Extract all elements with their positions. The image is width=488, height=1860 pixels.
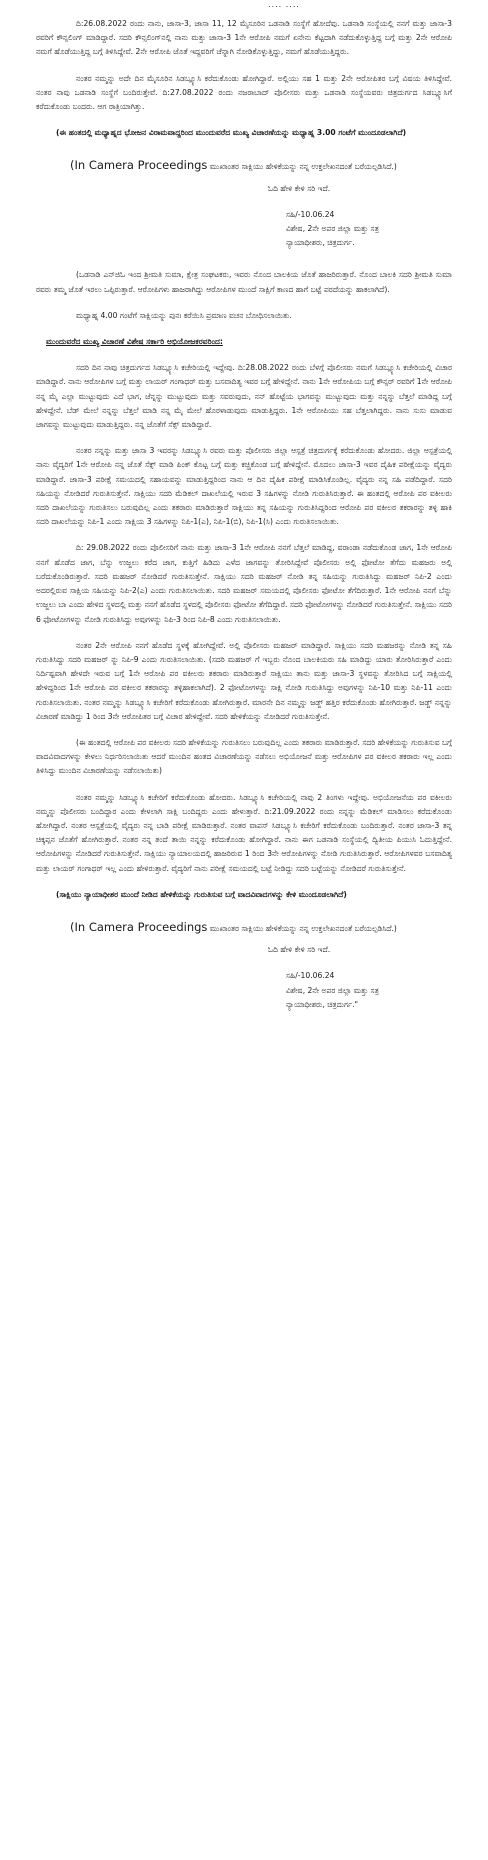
judge-designation-2b: ನ್ಯಾಯಾಧೀಶರು, ಚಿತ್ರದುರ್ಗ." bbox=[286, 999, 358, 1009]
paragraph-1: ದಿ:26.08.2022 ರಂದು ನಾನು, ಜಾಸಾ-3, ಜಾಸಾ 11, 12 ಮೈಸೂರಿನ ಒಡನಾಡಿ ಸಂಸ್ಥೆಗೆ ಹೋದೆವು. ಒಡನಾಡಿ ಸಂಸ್ಥೆಯಲ್ಲಿ ನನಗೆ ಮತ್ತು ಜಾಸಾ-3 ರವರಿಗೆ ಕೌನ್ಸಲಿಂಗ್ ಮಾಡಿದ್ದಾರೆ. ಸದರಿ ಕೌನ್ಸಲಿಂಗ್‌ನಲ್ಲಿ ನಾನು ಮತ್ತು ಜಾಸಾ-3 1ನೇ ಆರೋಪಿ ನಮಗೆ ಏನೇನು ಕೆಟ್ಟದಾಗಿ ನಡೆದುಕೊಳ್ಳುತ್ತಿದ್ದ ಬಗ್ಗೆ ಮತ್ತು 2ನೇ ಆರೋಪಿ ನಮಗೆ ಹೊಡೆಯುತ್ತಿದ್ದ ಬಗ್ಗೆ ತಿಳಿಸಿದ್ದೇವೆ. 2ನೇ ಆರೋಪಿ ಜೊತೆ ಇದ್ದವರಿಗೆ ಚೆನ್ನಾಗಿ ನೋಡಿಕೊಳ್ಳುತ್ತಿದ್ದು, ನಮಗೆ ಹೊಡೆಯುತ್ತಿದ್ದರು. bbox=[36, 19, 452, 57]
paragraph-4: ಮಧ್ಯಾಹ್ನ 4.00 ಗಂಟೆಗೆ ಸಾಕ್ಷಿಯನ್ನು ಪುನಃ ಕರೆಯಿಸಿ ಪ್ರಮಾಣ ವಚನ ಬೋಧಿಸಲಾಯಿತು. bbox=[76, 310, 292, 320]
paragraph-5: ಸದರಿ ದಿನ ನಾವು ಚಿತ್ರದುರ್ಗದ ಸಿಡಬ್ಲ್ಯೂಸಿ ಕಚೇರಿಯಲ್ಲಿ ಇದ್ದೇವು. ದಿ:28.08.2022 ರಂದು ಬೆಳಗ್ಗೆ ಪೊಲೀಸರು ನಮಗೆ ಸಿಡಬ್ಲ್ಯೂಸಿ ಕಚೇರಿಯಲ್ಲಿ ವಿಚಾರ ಮಾಡಿದ್ದಾರೆ. ನಾನು ಆರೋಪಿಗಳ ಬಗ್ಗೆ ಮತ್ತು ಲಾಯರ್ ಗಂಗಾಧರ್ ಮತ್ತು ಬಸವಾದಿತ್ಯ ಇವರ ಬಗ್ಗೆ ಹೇಳಿದ್ದೇನೆ. ನಾನು 1ನೇ ಆರೋಪಿಯ ಬಗ್ಗೆ ಕೌನ್ಸರ್ ರವರಿಗೆ 1ನೇ ಆರೋಪಿ ನನ್ನ ಮೈ ಎಲ್ಲಾ ಮುಟ್ಟುವುದು ಎದೆ ಭಾಗ, ಜೆನ್ನನ್ನು ಮುಟ್ಟುವುದು ಮತ್ತು ಸವರುವುದು, ನನ್ ಹೊಟ್ಟೆಯ ಭಾಗವನ್ನು ಮುಟ್ಟುವುದು ಮತ್ತು ನನ್ನನ್ನು ಬೆತ್ತಲೆ ಮಾಡಿದ್ದ ಬಗ್ಗೆ ಹೇಳಿದ್ದೇನೆ. ಬೆಡ್ ಮೇಲೆ ನನ್ನನ್ನು ಬೆತ್ತಲೆ ಮಾಡಿ ನನ್ನ ಮೈ ಮೇಲೆ ಹೊರಳಾಡುವುದು ಮಾಡುತ್ತಿದ್ದರು. 1ನೇ ಆರೋಪಿಯು ಸಹ ಬೆತ್ತಲಾಗಿದ್ದರು. ನಾನು ಸುಸು ಮಾಡುವ ಜಾಗವನ್ನು ಮುಟ್ಟುವುದು ಮಾಡುತ್ತಿದ್ದರು. ನನ್ನ ಜೊತೆಗೆ ಸೆಕ್ಸ್ ಮಾಡಿದ್ದಾರೆ. bbox=[36, 363, 452, 430]
in-camera-english: (In Camera Proceedings bbox=[70, 919, 208, 934]
paragraph-10: ನಂತರ ನಮ್ಮನ್ನು ಸಿಡಬ್ಲ್ಯೂಸಿ ಕಚೇರಿಗೆ ಕರೆದುಕೊಂಡು ಹೋದರು. ಸಿಡಬ್ಲ್ಯೂಸಿ ಕಚೇರಿಯಲ್ಲಿ ನಾವು 2 ತಿಂಗಳು ಇದ್ದೇವು. ಅಭಿಯೋಜನೆಯ ಪರ ವಕೀಲರು ನಮ್ಮನ್ನು ಪೊಲೀಸರು ಬಂದಿದ್ದಾರ ಎಂದು ಕೇಳಲಾಗಿ ಸಾಕ್ಷಿ ಬಂದಿದ್ದರು ಎಂದು ಹೇಳುತ್ತಾರೆ. ದಿ:21.09.2022 ರಂದು ನನ್ನನ್ನು ಮೆಡಿಕಲ್ ಮಾಡಿಸಲು ಕರೆದುಕೊಂಡು ಹೋಗಿದ್ದಾರೆ. ನಂತರ ಆಸ್ಪತ್ರೆಯಲ್ಲಿ ವೈದ್ಯರು ನನ್ನ ಬಾಡಿ ಪರೀಕ್ಷೆ ಮಾಡಿರುತ್ತಾರೆ. ನಂತರ ವಾಪಸ್ ಸಿಡಬ್ಲ್ಯೂಸಿ ಕಚೇರಿಗೆ ಕರೆದುಕೊಂಡು ಬಂದಿರುತ್ತಾರೆ. ನಂತರ ಜಾಸಾ-3 ತನ್ನ ಚಿಕ್ಕಪ್ಪನ ಜೊತೆಗೆ ಹೋಗಿರುತ್ತಾರೆ. ನಂತರ ನನ್ನ ತಂದೆ ತಾಯಿ ನನ್ನನ್ನು ಕರೆದುಕೊಂಡು ಹೋಗಿದ್ದಾರೆ. ನಾನು ಈಗ ಒಡನಾಡಿ ಸಂಸ್ಥೆಯಲ್ಲಿ ದ್ವಿತೀಯ ಪಿಯುಸಿ ಓದುತ್ತಿದ್ದೇನೆ. ಆರೋಪಿಗಳನ್ನು ನೋಡಿದರೆ ಗುರುತಿಸುತ್ತೇನೆ. ಸಾಕ್ಷಿಯು ನ್ಯಾಯಾಲಯದಲ್ಲಿ ಹಾಜರಿರುವ 1 ರಿಂದ 3ನೇ ಆರೋಪಿಗಳನ್ನು ನೋಡಿ ಗುರುತಿಸಿರುತ್ತಾರೆ. ಆರೋಪಿಗಳವರ ಬಸವಾದಿತ್ಯ ಮತ್ತು ಲಾಯರ್ ಗಂಗಾಧರ್ ಇಲ್ಲ ಎಂದು ಹೇಳಿರುತ್ತಾರೆ. ವೈದ್ಯರಿಗೆ ನಾನು ಪರೀಕ್ಷೆ ಸಮಯದಲ್ಲಿ ಬಟ್ಟೆ ನೀಡಿದ್ದು ಸದರಿ ಬಟ್ಟೆಯನ್ನು ನೋಡಿದರೆ ಗುರುತಿಸುತ್ತೇನೆ. bbox=[36, 792, 452, 873]
paragraph-3: (ಒಡನಾಡಿ ಎನ್‌ಜಿಓ ಇಂದ ಶ್ರೀಮತಿ ಸುಮಾ, ಕ್ಷೇತ್ರ ಸಂಘಟಕರು, ಇವರು ನೊಂದ ಬಾಲಕಿಯ ಜೊತೆ ಹಾಜರಿರುತ್ತಾರೆ. ನೊಂದ ಬಾಲಕಿ ಸದರಿ ಶ್ರೀಮತಿ ಸುಮಾ ರವರು ತಮ್ಮ ಜೊತೆ ಇರಲು ಒಪ್ಪಿರುತ್ತಾರೆ. ಆರೋಪಿಗಳು ಹಾಜರಾಗಿದ್ದು ಆರೋಪಿಗಳ ಮುಂದೆ ಸಾಕ್ಷಿಗೆ ಕಾಣದ ಹಾಗೆ ಬಟ್ಟೆ ಪರದೆಯನ್ನು ಹಾಕಲಾಗಿದೆ). bbox=[36, 270, 452, 294]
read-over-line-1: ಓದಿ ಹೇಳಿ ಕೇಳಿ ಸರಿ ಇದೆ. bbox=[268, 183, 331, 193]
lunch-break-note: (ಈ ಹಂತದಲ್ಲಿ ಮಧ್ಯಾಹ್ನದ ಭೋಜನ ವಿರಾಮವಾದ್ದರಿಂದ ಮುಂದುವರೆದ ಮುಖ್ಯ ವಿಚಾರಣೆಯನ್ನು ಮಧ್ಯಾಹ್ನ 3.00 ಗಂಟೆಗೆ ಮುಂದೂಡಲಾಗಿದೆ) bbox=[56, 128, 407, 138]
in-camera-kannada: ಮುಖಾಂತರ ಸಾಕ್ಷಿಯು ಹೇಳಿಕೆಯನ್ನು ನನ್ನ ಉಕ್ತಲೇಖನದಂತೆ ಬರೆಯಲ್ಪಡಿಸಿದೆ.) bbox=[207, 162, 397, 172]
page-header-dots: .... .... bbox=[268, 0, 300, 9]
judge-designation-2a: ವಿಶೇಷ, 2ನೇ ಅಪರ ಜಿಲ್ಲಾ ಮತ್ತು ಸತ್ರ bbox=[286, 985, 379, 995]
signature-date-2: ಸಹಿ/-10.06.24 bbox=[286, 971, 335, 981]
in-camera-note-1 bbox=[36, 158, 452, 174]
in-camera-note-2 bbox=[36, 920, 452, 936]
paragraph-7: ದಿ: 29.08.2022 ರಂದು ಪೊಲೀಸರಿಗೆ ನಾನು ಮತ್ತು ಜಾಸಾ-3 1ನೇ ಆರೋಪಿ ನನಗೆ ಬೆತ್ತಲೆ ಮಾಡಿದ್ದ, ವರಾಂಡಾ ನಡೆದುಕೊಂಡ ಜಾಗ, 1ನೇ ಆರೋಪಿ ನನಗೆ ಹೊಡೆದ ಜಾಗ, ಬೆನ್ನು ಉಜ್ಜಲು ಕರೆದ ಜಾಗ, ಕುತ್ತಿಗೆ ಹಿಡಿದು ಎಳೆದ ಜಾಗವನ್ನು ತೋರಿಸಿದ್ದೇವೆ ಪೊಲೀಸರು ಅಲ್ಲಿ ಫೋಟೋ ತೆಗೆದು ಮಹಜರು ಅಲ್ಲಿ ಬರೆದುಕೊಂಡಿರುತ್ತಾರೆ. ಸದರಿ ಮಹಜರ್ ನೋಡಿದರೆ ಗುರುತಿಸುತ್ತೇನೆ. ಸಾಕ್ಷಿಯು ಸದರಿ ಮಹಜರ್ ನೋಡಿ ತನ್ನ ಸಹಿಯನ್ನು ಗುರುತಿಸಿದ್ದು ಮಹಜರ್ ನಿಪಿ-2 ಎಂದು ಅದರಲ್ಲಿರುವ ಸಾಕ್ಷಿಯ ಸಹಿಯನ್ನು ನಿಪಿ-2(ಎ) ಎಂದು ಗುರುತಿಸಲಾಯಿತು. ಸದರಿ ಮಹಜರ್ ಸಮಯದಲ್ಲಿ ಪೊಲೀಸರು ಫೋಟೋ ತೆಗೆದಿರುತ್ತಾರೆ. 1ನೇ ಆರೋಪಿ ನನಗೆ ಬೆನ್ನು ಉಜ್ಜಲು ಬಾ ಎಂದು ಹೇಳಿದ ಸ್ಥಳದಲ್ಲಿ ಮತ್ತು ನನಗೆ ಹೊಡೆದ ಸ್ಥಳದಲ್ಲಿ ಪೊಲೀಸರು ಫೋಟೋ ತೆಗೆದಿದ್ದಾರೆ. ಸದರಿ ಫೋಟೋಗಳನ್ನು ನೋಡಿದರೆ ಗುರುತಿಸುತ್ತೇನೆ. ಸಾಕ್ಷಿಯು ಸದರಿ 6 ಫೋಟೋಗಳನ್ನು ನೋಡಿ ಗುರುತಿಸಿದ್ದು ಅವುಗಳನ್ನು ನಿಪಿ-3 ರಿಂದ ನಿಪಿ-8 ಎಂದು ಗುರುತಿಸಲಾಯಿತು. bbox=[36, 543, 452, 624]
paragraph-6: ನಂತರ ನನ್ನನ್ನು ಮತ್ತು ಜಾಸಾ 3 ಇವರನ್ನು ಸಿಡಬ್ಲ್ಯೂಸಿ ರವರು ಮತ್ತು ಪೊಲೀಸರು ಜಿಲ್ಲಾ ಆಸ್ಪತ್ರೆ ಚಿತ್ರದುರ್ಗಕ್ಕೆ ಕರೆದುಕೊಂಡು ಹೋದರು. ಜಿಲ್ಲಾ ಆಸ್ಪತ್ರೆಯಲ್ಲಿ ನಾನು ವೈದ್ಯರಿಗೆ 1ನೇ ಆರೋಪಿ ನನ್ನ ಜೊತೆ ಸೆಕ್ಸ್ ಮಾಡಿ ಪಿಂಕ್ ಕೊಟ್ಟ ಬಗ್ಗೆ ಮತ್ತು ಕಚ್ಚಿಕೊಂಡ ಬಗ್ಗೆ ಹೇಳಿದ್ದೇನೆ. ಮೊದಲು ಜಾಸಾ-3 ಇವರ ದೈಹಿಕ ಪರೀಕ್ಷೆಯನ್ನು ವೈದ್ಯರು ಮಾಡಿದ್ದಾರೆ. ಜಾಸಾ-3 ಪರೀಕ್ಷೆ ಸಮಯದಲ್ಲಿ ಸಹಾಯವನ್ನು ಮಾಡುತ್ತಿದ್ದರಿಂದ ನಾನು ಆ ದಿನ ದೈಹಿಕ ಪರೀಕ್ಷೆ ಮಾಡಿಸಿಕೊಂಡಿಲ್ಲ. ವೈದ್ಯರು ನನ್ನ ಸಹಿ ಪಡೆದಿದ್ದಾರೆ. ಸದರಿ ಸಹಿಯನ್ನು ನೋಡಿದರೆ ಗುರುತಿಸುತ್ತೇನೆ. ಸಾಕ್ಷಿಯು ಸದರಿ ಮೆಡಿಕಲ್ ದಾಖಲೆಯಲ್ಲಿ ಇರುವ 3 ಸಹಿಗಳನ್ನು ನೋಡಿ ಗುರುತಿಸಿರುತ್ತಾರೆ. ಈ ಹಂತದಲ್ಲಿ ಆರೋಪಿ ಪರ ವಕೀಲರು ಸದರಿ ದಾಖಲೆಯನ್ನು ಗುರುತಿಸಲು ಬರುವುದಿಲ್ಲ ಎಂದು ತಕರಾರು ಮಾಡಿರುತ್ತಾರೆ ಸಾಕ್ಷಿಯು ತನ್ನ ಸಹಿಯನ್ನು ಗುರುತಿಸಿದ್ದರಿಂದ ಆರೋಪಿ ಪರ ವಕೀಲರ ತಕರಾರನ್ನು ತಳ್ಳಿ ಹಾಕಿ ಸದರಿ ದಾಖಲೆಯನ್ನು ನಿಪಿ-1 ಎಂದು ಸಾಕ್ಷಿಯ 3 ಸಹಿಗಳನ್ನು ನಿಪಿ-1(ಎ), ನಿಪಿ-1(ಬಿ), ನಿಪಿ-1(ಸಿ) ಎಂದು ಗುರುತಿಸಲಾಯಿತು. bbox=[36, 446, 452, 527]
judge-designation-1a: ವಿಶೇಷ, 2ನೇ ಅಪರ ಜಿಲ್ಲಾ ಮತ್ತು ಸತ್ರ bbox=[286, 224, 379, 234]
adjournment-note: (ಸಾಕ್ಷಿಯು ನ್ಯಾಯಾಧೀಶರ ಮುಂದೆ ನೀಡಿದ ಹೇಳಿಕೆಯನ್ನು ಗುರುತಿಸುವ ಬಗ್ಗೆ ವಾದವಿವಾದಗಳನ್ನು ಕೇಳಿ ಮುಂದೂಡಲಾಗಿದೆ) bbox=[56, 889, 347, 899]
section-heading: ಮುಂದುವರೆದ ಮುಖ್ಯ ವಿಚಾರಣೆ ವಿಶೇಷ ಸರ್ಕಾರಿ ಅಭಿಯೋಜಕರವರಿಂದ: bbox=[46, 337, 223, 347]
judge-designation-1b: ನ್ಯಾಯಾಧೀಶರು, ಚಿತ್ರದುರ್ಗ. bbox=[286, 238, 355, 248]
paragraph-2: ನಂತರ ನಮ್ಮನ್ನು ಅದೇ ದಿನ ಮೈಸೂರಿನ ಸಿಡಬ್ಲ್ಯೂಸಿ ಕರೆದುಕೊಂಡು ಹೋಗಿದ್ದಾರೆ. ಅಲ್ಲಿಯು ಸಹ 1 ಮತ್ತು 2ನೇ ಆರೋಪಿತರ ಬಗ್ಗೆ ವಿಷಯ ತಿಳಿಸಿದ್ದೇವೆ. ನಂತರ ನಾವು ಒಡನಾಡಿ ಸಂಸ್ಥೆಗೆ ಬಂದಿರುತ್ತೇವೆ. ದಿ:27.08.2022 ರಂದು ನಜರಾಬಾದ್ ಪೊಲೀಸರು ಮತ್ತು ಒಡನಾಡಿ ಸಂಸ್ಥೆಯವರು ಚಿತ್ರದುರ್ಗದ ಸಿಡಬ್ಲ್ಯೂಸಿಗೆ ಕರೆದುಕೊಂಡು ಬಂದರು. ಆಗ ರಾತ್ರಿಯಾಗಿತ್ತು. bbox=[36, 73, 452, 112]
in-camera-kannada: ಮುಖಾಂತರ ಸಾಕ್ಷಿಯು ಹೇಳಿಕೆಯನ್ನು ನನ್ನ ಉಕ್ತಲೇಖನದಂತೆ ಬರೆಯಲ್ಪಡಿಸಿದೆ.) bbox=[207, 923, 397, 933]
paragraph-9: (ಈ ಹಂತದಲ್ಲಿ ಆರೋಪಿ ಪರ ವಕೀಲರು ಸದರಿ ಹೇಳಿಕೆಯನ್ನು ಗುರುತಿಸಲು ಬರುವುದಿಲ್ಲ ಎಂದು ತಕರಾರು ಮಾಡಿರುತ್ತಾರೆ. ಸದರಿ ಹೇಳಿಕೆಯನ್ನು ಗುರುತಿಸುವ ಬಗ್ಗೆ ವಾದವಿವಾದಗಳನ್ನು ಕೇಳಲು ನಿರ್ಧರಿಸಲಾಯಿತು ಆದರೆ ಮುಂದಿನ ಹಂತದ ವಿಚಾರಣೆಯನ್ನು ನಡೆಸಲು ಅಭಿಯೋಜನೆ ಮತ್ತು ಆರೋಪಿಗಳ ಪರ ವಕೀಲರ ತಕರಾರು ಇಲ್ಲ ಎಂದು ತಿಳಿಸಿದ್ದು ಮುಂದಿನ ವಿಚಾರಣೆಯನ್ನು ನಡೆಸಲಾಯಿತು) bbox=[36, 737, 452, 776]
signature-date-1: ಸಹಿ/-10.06.24 bbox=[286, 209, 335, 219]
paragraph-8: ನಂತರ 2ನೇ ಆರೋಪಿ ನನಗೆ ಹೊಡೆದ ಸ್ಥಳಕ್ಕೆ ಹೋಗಿದ್ದೇವೆ. ಅಲ್ಲಿ ಪೊಲೀಸರು ಮಹಜರ್ ಮಾಡಿದ್ದಾರೆ. ಸಾಕ್ಷಿಯು ಸದರಿ ಮಹಜರನ್ನು ನೋಡಿ ತನ್ನ ಸಹಿ ಗುರುತಿಸಿದ್ದು ಸದರಿ ಮಹಜರ್ ನ್ನು ನಿಪಿ-9 ಎಂದು ಗುರುತಿಸಲಾಯಿತು. (ಸದರಿ ಮಹಜರ್ ಗೆ ಇಬ್ಬರು ನೊಂದ ಬಾಲಕಿಯರು ಸಹಿ ಮಾಡಿದ್ದು ಯಾರು ತೋರಿಸಿರುತ್ತಾರೆ ಎಂದು ನಿರ್ದಿಷ್ಟವಾಗಿ ಹೇಳದೇ ಇರುವ ಬಗ್ಗೆ 1ನೇ ಆರೋಪಿ ಪರ ವಕೀಲರು ತಕರಾರು ಮಾಡಿರುತ್ತಾರೆ ಸಾಕ್ಷಿಯು ತಾನು ಮತ್ತು ಜಾಸಾ-3 ಸ್ಥಳವನ್ನು ತೋರಿಸಿದ ಬಗ್ಗೆ ಸಾಕ್ಷಿಯಲ್ಲಿ ಹೇಳಿದ್ದರಿಂದ 1ನೇ ಆರೋಪಿ ಪರ ವಕೀಲರ ತಕರಾರನ್ನು ತಳ್ಳಿಹಾಕಲಾಗಿದೆ). 2 ಫೋಟೋಗಳನ್ನು ಸಾಕ್ಷಿ ನೋಡಿ ಗುರುತಿಸಿದ್ದು ಅವುಗಳನ್ನು ನಿಪಿ-10 ಮತ್ತು ನಿಪಿ-11 ಎಂದು ಗುರುತಿಸಲಾಯಿತು. ನಂತರ ನಮ್ಮನ್ನು ಸಿಡಬ್ಲ್ಯೂಸಿ ಕಚೇರಿಗೆ ಕರೆದುಕೊಂಡು ಹೋಗಿರುತ್ತಾರೆ. ಮಾರನೇ ದಿನ ನಮ್ಮನ್ನು ಜಡ್ಜ್ ಹತ್ತಿರ ಕರೆದುಕೊಂಡು ಹೋಗಿರುತ್ತಾರೆ. ಜಡ್ಜ್ ನನ್ನನ್ನು ವಿಚಾರಣೆ ಮಾಡಿದ್ದು 1 ರಿಂದ 3ನೇ ಆರೋಪಿತರ ಬಗ್ಗೆ ವಿಚಾರ ಹೇಳಿದ್ದೇವೆ. ಸದರಿ ಹೇಳಿಕೆಯನ್ನು ನೋಡಿದರೆ ಗುರುತಿಸುತ್ತೇನೆ. bbox=[36, 640, 452, 721]
in-camera-english: (In Camera Proceedings bbox=[70, 158, 208, 173]
read-over-line-2: ಓದಿ ಹೇಳಿ ಕೇಳಿ ಸರಿ ಇದೆ. bbox=[268, 945, 331, 955]
